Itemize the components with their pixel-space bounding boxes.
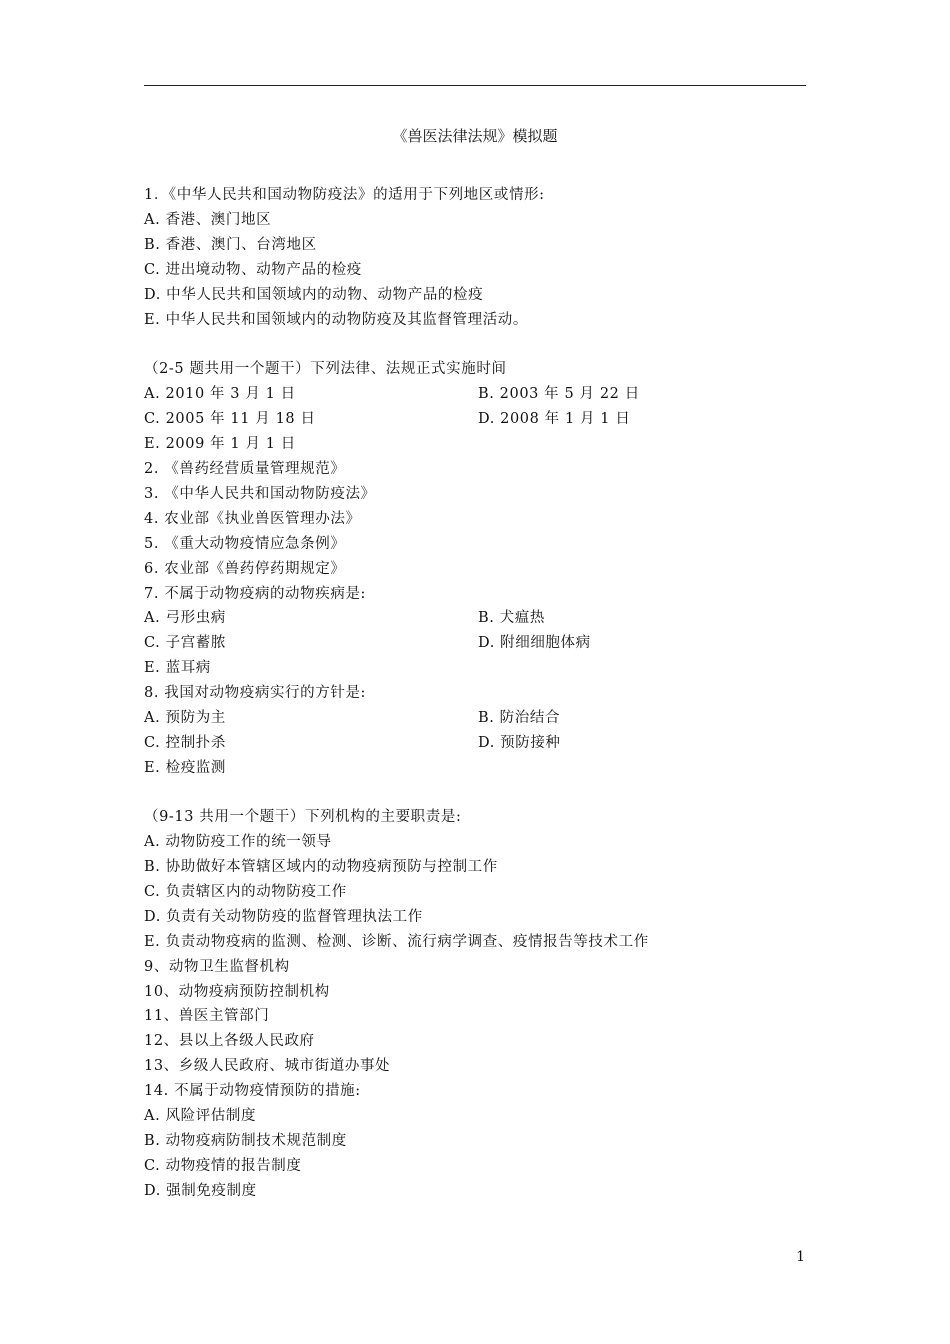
g2-5-item-6: 6. 农业部《兽药停药期规定》 (144, 561, 346, 577)
g2-5-option-a: A. 2010 年 3 月 1 日 (144, 386, 296, 402)
q8-option-b: B. 防治结合 (478, 710, 561, 726)
q7-option-c: C. 子宫蓄脓 (144, 635, 226, 651)
q1-option-b: B. 香港、澳门、台湾地区 (144, 237, 317, 253)
g2-5-option-e: E. 2009 年 1 月 1 日 (144, 436, 296, 452)
q14-option-a: A. 风险评估制度 (144, 1108, 257, 1124)
q1-option-e: E. 中华人民共和国领域内的动物防疫及其监督管理活动。 (144, 312, 529, 328)
g2-5-option-c: C. 2005 年 11 月 18 日 (144, 411, 316, 427)
page-number: 1 (796, 1249, 805, 1265)
q7-option-e: E. 蓝耳病 (144, 660, 211, 676)
q7-option-a: A. 弓形虫病 (144, 610, 226, 626)
g9-13-option-e: E. 负责动物疫病的监测、检测、诊断、流行病学调查、疫情报告等技术工作 (144, 934, 649, 950)
q1-option-a: A. 香港、澳门地区 (144, 212, 272, 228)
g9-13-item-10: 10、动物疫病预防控制机构 (144, 984, 330, 1000)
g2-5-stem: （2-5 题共用一个题干）下列法律、法规正式实施时间 (144, 361, 507, 377)
q14-option-c: C. 动物疫情的报告制度 (144, 1158, 302, 1174)
header-rule (144, 85, 806, 86)
g9-13-item-9: 9、动物卫生监督机构 (144, 959, 290, 975)
g9-13-stem: （9-13 共用一个题干）下列机构的主要职责是: (144, 809, 462, 825)
q8-option-d: D. 预防接种 (478, 735, 561, 751)
q7-stem: 7. 不属于动物疫病的动物疾病是: (144, 586, 367, 602)
g2-5-option-d: D. 2008 年 1 月 1 日 (478, 411, 631, 427)
q14-stem: 14. 不属于动物疫情预防的措施: (144, 1083, 361, 1099)
g2-5-item-2: 2. 《兽药经营质量管理规范》 (144, 461, 346, 477)
q7-option-b: B. 犬瘟热 (478, 610, 545, 626)
g9-13-option-d: D. 负责有关动物防疫的监督管理执法工作 (144, 909, 423, 925)
q14-option-d: D. 强制免疫制度 (144, 1183, 257, 1199)
g9-13-item-11: 11、兽医主管部门 (144, 1008, 270, 1024)
g2-5-item-3: 3. 《中华人民共和国动物防疫法》 (144, 486, 376, 502)
g9-13-option-c: C. 负责辖区内的动物防疫工作 (144, 884, 347, 900)
g2-5-item-5: 5. 《重大动物疫情应急条例》 (144, 536, 346, 552)
q1-option-d: D. 中华人民共和国领域内的动物、动物产品的检疫 (144, 287, 484, 303)
q8-option-e: E. 检疫监测 (144, 760, 227, 776)
q1-option-c: C. 进出境动物、动物产品的检疫 (144, 262, 362, 278)
g9-13-option-a: A. 动物防疫工作的统一领导 (144, 834, 332, 850)
q1-stem: 1．《中华人民共和国动物防疫法》的适用于下列地区或情形: (144, 187, 545, 203)
q8-option-c: C. 控制扑杀 (144, 735, 226, 751)
q8-option-a: A. 预防为主 (144, 710, 226, 726)
g9-13-item-12: 12、县以上各级人民政府 (144, 1033, 315, 1049)
q8-stem: 8. 我国对动物疫病实行的方针是: (144, 685, 367, 701)
page-title: 《兽医法律法规》模拟题 (392, 127, 558, 145)
g2-5-option-b: B. 2003 年 5 月 22 日 (478, 386, 640, 402)
g2-5-item-4: 4. 农业部《执业兽医管理办法》 (144, 511, 361, 527)
q7-option-d: D. 附细细胞体病 (478, 635, 591, 651)
q14-option-b: B. 动物疫病防制技术规范制度 (144, 1133, 347, 1149)
g9-13-item-13: 13、乡级人民政府、城市街道办事处 (144, 1058, 391, 1074)
g9-13-option-b: B. 协助做好本管辖区域内的动物疫病预防与控制工作 (144, 859, 498, 875)
